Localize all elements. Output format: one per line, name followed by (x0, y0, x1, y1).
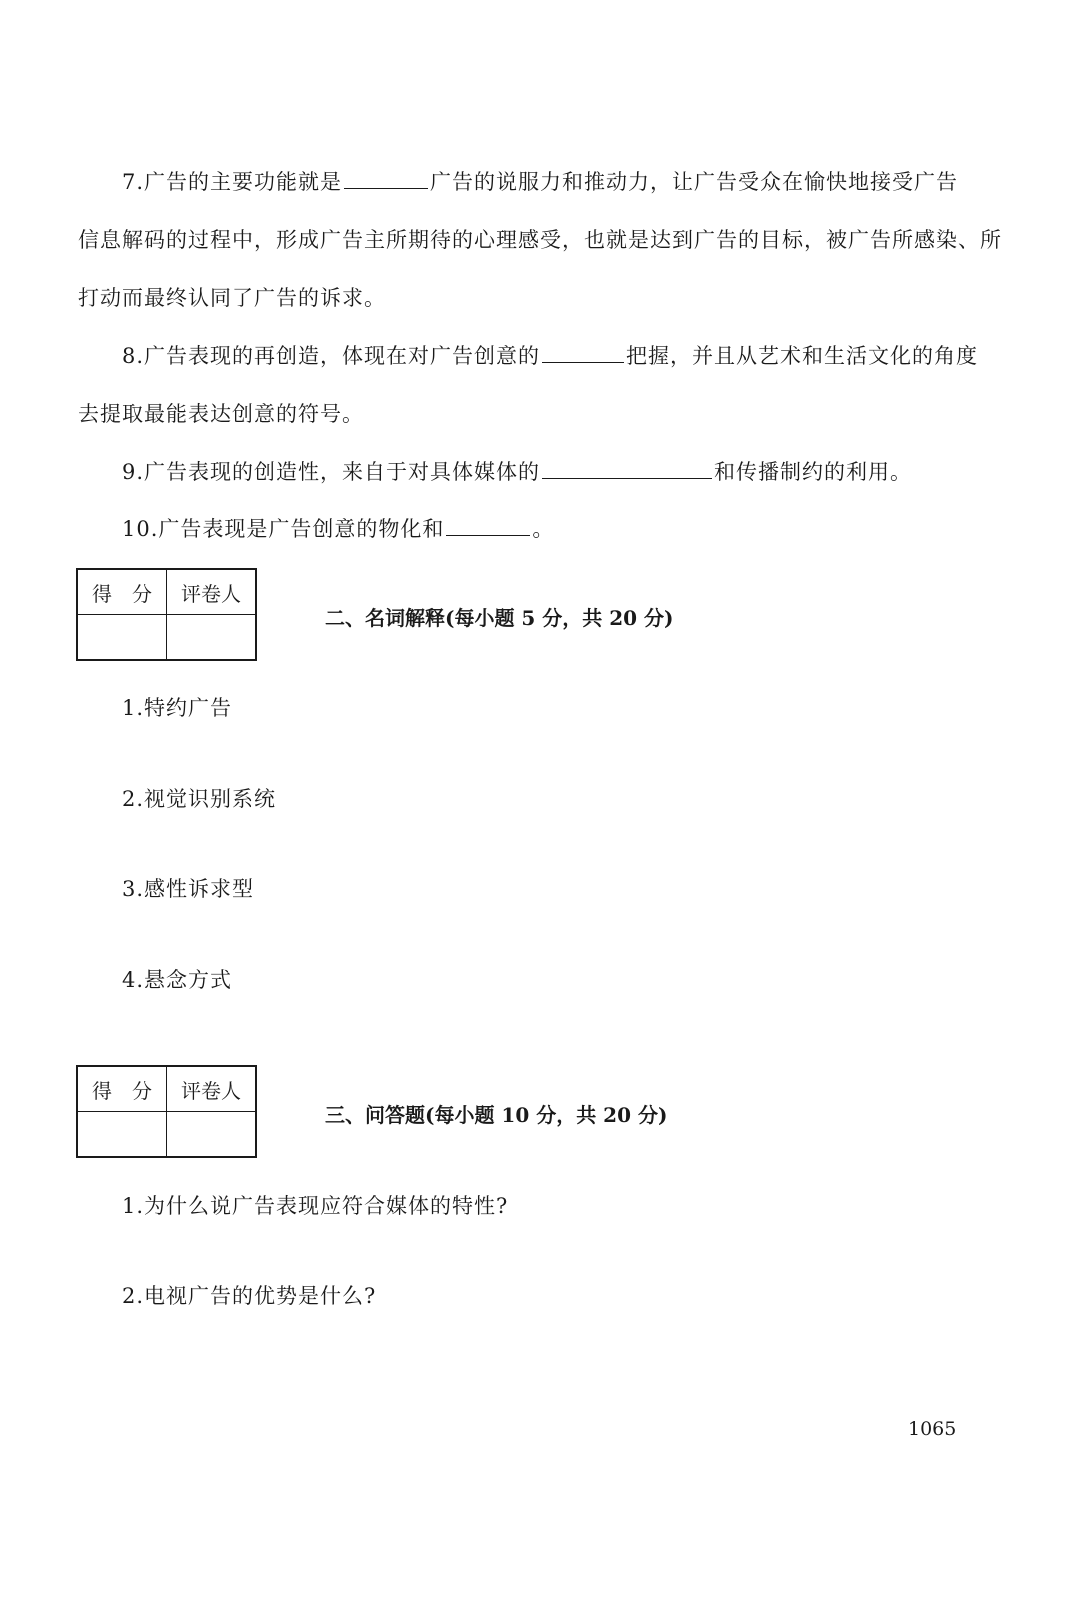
q8-text-before: 8.广告表现的再创造，体现在对广告创意的 (122, 344, 541, 368)
page-number: 1065 (908, 1418, 957, 1440)
grader-cell[interactable] (167, 1112, 257, 1158)
grader-label: 评卷人 (167, 569, 257, 615)
score-cell[interactable] (77, 615, 167, 661)
q10-text-before: 10.广告表现是广告创意的物化和 (122, 517, 445, 541)
grader-cell[interactable] (167, 615, 257, 661)
question-8-line-1 (122, 340, 978, 370)
score-table-section-2 (76, 568, 257, 661)
section-2-item-2: 2.视觉识别系统 (122, 787, 277, 811)
q8-blank[interactable] (542, 361, 624, 363)
section-2-item-1: 1.特约广告 (122, 696, 233, 720)
q10-blank[interactable] (446, 534, 530, 536)
q7-text-after: 广告的说服力和推动力，让广告受众在愉快地接受广告 (430, 170, 959, 194)
q9-text-after: 和传播制约的利用。 (714, 460, 913, 484)
question-8-line-2: 去提取最能表达创意的符号。 (78, 402, 364, 426)
q9-text-before: 9.广告表现的创造性，来自于对具体媒体的 (122, 460, 541, 484)
question-10-line-1 (122, 513, 554, 543)
question-7-line-1 (122, 166, 958, 196)
q7-text-before: 7.广告的主要功能就是 (122, 170, 343, 194)
section-3-title: 三、问答题(每小题 10 分，共 20 分) (325, 1103, 668, 1127)
section-2-item-4: 4.悬念方式 (122, 968, 233, 992)
grader-label: 评卷人 (167, 1066, 257, 1112)
question-7-line-2: 信息解码的过程中，形成广告主所期待的心理感受，也就是达到广告的目标，被广告所感染、所 (78, 228, 1002, 252)
score-label: 得 分 (77, 1066, 167, 1112)
q7-blank[interactable] (344, 187, 428, 189)
section-3-item-1: 1.为什么说广告表现应符合媒体的特性? (122, 1194, 509, 1218)
score-table-section-3 (76, 1065, 257, 1158)
q10-text-after: 。 (532, 517, 555, 541)
question-9-line-1 (122, 456, 912, 486)
question-7-line-3: 打动而最终认同了广告的诉求。 (78, 286, 386, 310)
section-3-item-2: 2.电视广告的优势是什么? (122, 1284, 377, 1308)
q9-blank[interactable] (542, 477, 712, 479)
score-label: 得 分 (77, 569, 167, 615)
q8-text-after: 把握，并且从艺术和生活文化的角度 (626, 344, 979, 368)
score-cell[interactable] (77, 1112, 167, 1158)
section-2-title: 二、名词解释(每小题 5 分，共 20 分) (325, 606, 674, 630)
section-2-item-3: 3.感性诉求型 (122, 877, 255, 901)
